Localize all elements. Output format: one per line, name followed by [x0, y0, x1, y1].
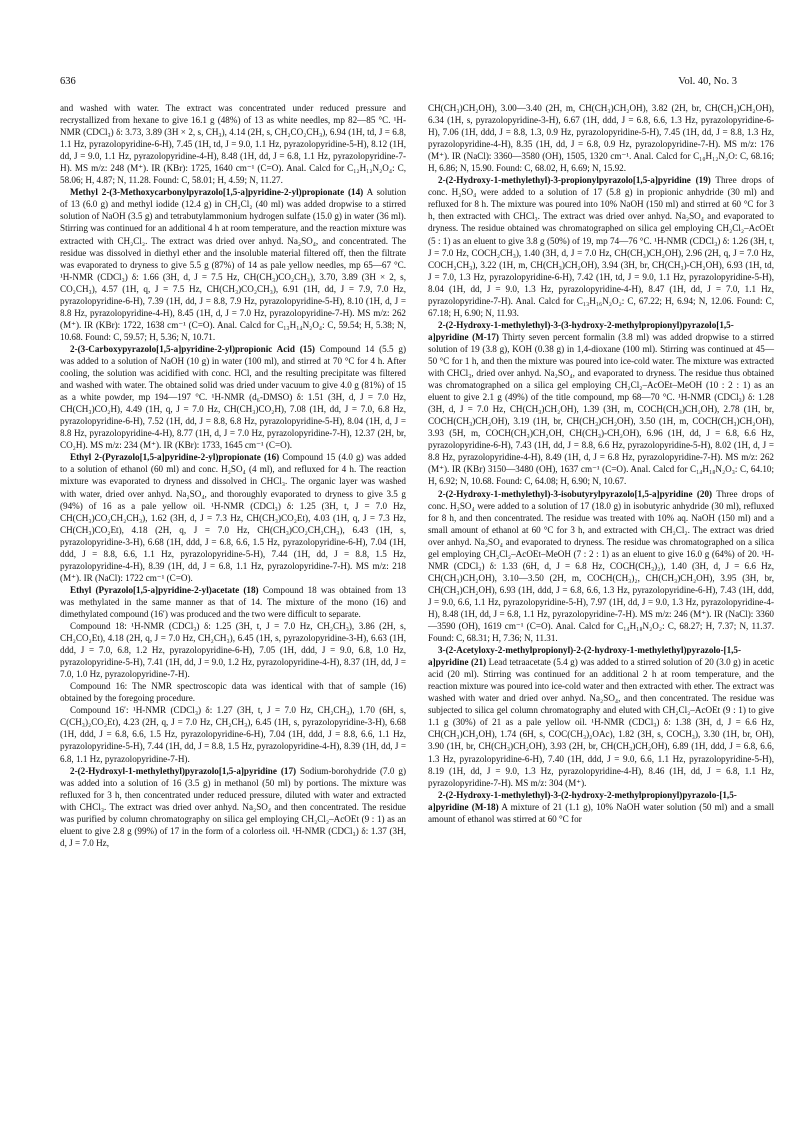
compound-heading: 2-(2-Hydroxy-1-methylethyl)-3-(3-hydroxy-2-methylpropionyl)pyrazolo[1,5-a]pyridine (M-17) — [428, 319, 734, 342]
paragraph-text: A solution of 13 (6.0 g) and methyl iodide (12.4 g) in CH₂Cl₂ (40 ml) was added dropwise to a stirred solution of NaOH (3.5 g) and tetrabutylammonium hydrogen sulfate (15.0 g) in water (36 ml). Stirring was continued for an additional 4 h at room temperature, and the reaction mixture was extracted with CH₂Cl₂. The extract was dried over anhyd. Na₂SO₄, and concentrated. The residue was dissolved in diethyl ether and the insoluble material filtered off, then the filtrate was evaporated to dryness to give 5.5 g (87%) of 14 as pale yellow needles, mp 65—67 °C. ¹H-NMR (CDCl₃) δ: 1.66 (3H, d, J = 7.5 Hz, CH(CH₃)CO₂CH₃), 3.70, 3.89 (3H × 2, s, CO₂CH₃), 4.57 (1H, q, J = 7.5 Hz, CH(CH₃)CO₂CH₃), 6.91 (1H, dd, J = 7.9, 7.0 Hz, pyrazolopyridine-6-H), 7.39 (1H, dd, J = 8.8, 7.9 Hz, pyrazolopyridine-5-H), 8.10 (1H, d, J = 8.8 Hz, pyrazolopyridine-4-H), 8.45 (1H, d, J = 7.0 Hz, pyrazolopyridine-7-H). MS m/z: 262 (M⁺). IR (KBr): 1722, 1638 cm⁻¹ (C=O). Anal. Calcd for C₁₃H₁₄N₂O₄: C, 59.54; H, 5.38; N, 10.68. Found: C, 59.57; H, 5.36; N, 10.71. — [60, 187, 407, 342]
paragraph — [428, 789, 774, 825]
paragraph — [60, 680, 406, 704]
paragraph — [60, 343, 406, 451]
compound-heading: 2-(3-Carboxypyrazolo[1,5-a]pyridine-2-yl)propionic Acid (15) — [70, 343, 315, 354]
compound-heading: 3-(2-Acetyloxy-2-methylpropionyl)-2-(2-hydroxy-1-methylethyl)pyrazolo-[1,5-a]pyridine (21) — [428, 645, 742, 668]
volume-issue: Vol. 40, No. 3 — [678, 76, 737, 87]
paragraph — [60, 620, 406, 680]
right-column — [428, 102, 774, 825]
paragraph-text: A mixture of 21 (1.1 g), 10% NaOH water solution (50 ml) and a small amount of ethanol was stirred at 60 °C for — [428, 801, 774, 824]
paragraph — [428, 102, 774, 174]
paragraph — [60, 584, 406, 620]
paragraph — [60, 765, 406, 849]
paragraph — [428, 174, 774, 319]
compound-heading: 2-(2-Hydroxy-1-methylethyl)-3-(2-hydroxy-2-methylpropionyl)pyrazolo-[1,5-a]pyridine (M-18) — [428, 789, 737, 812]
paragraph — [428, 319, 774, 488]
paragraph-text: Sodium-borohydride (7.0 g) was added into a solution of 16 (3.5 g) in methanol (50 ml) by portions. The mixture was refluxed for 3 h, then concentrated under reduced pressure, diluted with water and extracted with CHCl₃. The extract was dried over anhyd. Na₂SO₄ and then concentrated. The residue was purified by column chromatography on silica gel employing CH₂Cl₂–AcOEt (9 : 1) as an eluent to give 2.8 g (99%) of 17 in the form of a colorless oil. ¹H-NMR (CDCl₃) δ: 1.37 (3H, d, J = 7.0 Hz, — [60, 765, 406, 848]
paragraph — [428, 488, 774, 645]
paragraph-text: Thirty seven percent formalin (3.8 ml) was added dropwise to a stirred solution of 19 (3.8 g), KOH (0.38 g) in 1,4-dioxane (100 ml). Stirring was continued at 45—50 °C for 1 h, and then the mixture was poured into ice-cold water. The mixture was extracted with CHCl₃, dried over anhyd. Na₂SO₄, and evaporated to dryness. The residue thus obtained was chromatographed on a silica gel employing CH₂Cl₂–AcOEt–MeOH (10 : 2 : 1) as an eluent to give 2.1 g (49%) of the title compound, mp 68—70 °C. ¹H-NMR (CDCl₃) δ: 1.28 (3H, d, J = 7.0 Hz, CH(CH₃)CH₂OH), 1.39 (3H, m, COCH(CH₃)CH₂OH), 2.78 (1H, br, COCH(CH₃)CH₂OH), 3.19 (1H, br, CH(CH₃)CH₂OH), 3.50 (1H, m, COCH(CH₃)CH₂OH), 3.93 (5H, m, COCH(CH₃)CH₂OH, CH(CH₃)-CH₂OH), 6.96 (1H, dd, J = 6.8, 6.6 Hz, pyrazolopyridine-6-H), 7.43 (1H, dd, J = 8.8, 6.6 Hz, pyrazolopyridine-5-H), 8.02 (1H, d, J = 8.8 Hz, pyrazolopyridine-4-H), 8.49 (1H, d, J = 6.8 Hz, pyrazolopyridine-7-H). MS m/z: 262 (M⁺). IR (KBr) 3150—3480 (OH), 1637 cm⁻¹ (C=O). Anal. Calcd for C₁₄H₁₈N₂O₃: C, 64.10; H, 6.92; N, 10.68. Found: C, 64.08; H, 6.90; N, 10.67. — [428, 331, 774, 487]
compound-heading: Ethyl 2-(Pyrazolo[1,5-a]pyridine-2-yl)propionate (16) — [70, 452, 280, 463]
paragraph — [60, 102, 406, 186]
paragraph-text: Three drops of conc. H₂SO₄ were added to a solution of 17 (5.8 g) in propionic anhydride (30 ml) and refluxed for 8 h. The mixture was poured into 10% NaOH (150 ml) and stirred at 60 °C for 3 h, then extracted with CHCl₃. The extract was dried over anhyd. Na₂SO₄ and evaporated to dryness. The residue obtained was chromatographed on silica gel employing CH₂Cl₂–AcOEt (5 : 1) as an eluent to give 3.8 g (50%) of 19, mp 74—76 °C. ¹H-NMR (CDCl₃) δ: 1.26 (3H, t, J = 7.0 Hz, COCH₂CH₃), 1.40 (3H, d, J = 7.0 Hz, CH(CH₃)CH₂OH), 2.96 (2H, q, J = 7.0 Hz, COCH₂CH₃), 3.22 (1H, m, CH(CH₃)CH₂OH), 3.94 (3H, br, CH(CH₃)-CH₂OH), 6.93 (1H, td, J = 7.0, 1.3 Hz, pyrazolopyridine-6-H), 7.42 (1H, td, J = 9.0, 1.1 Hz, pyrazolopyridine-5-H), 8.04 (1H, dd, J = 9.0, 1.3 Hz, pyrazolopyridine-4-H), 8.47 (1H, dd, J = 7.0, 1.1 Hz, pyrazolopyridine-7-H). Anal. Calcd for C₁₃H₁₆N₂O₂: C, 67.22; H, 6.94; N, 12.06. Found: C, 67.18; H, 6.90; N, 11.93. — [428, 175, 774, 318]
paragraph-text: Three drops of conc. H₂SO₄ were added to a solution of 17 (18.0 g) in isobutyric anhydride (30 ml), refluxed for 8 h, and then concentrated. The residue was treated with 10% aq. NaOH (150 ml) and a small amount of ethanol at 60 °C for 3 h, and extracted with CH₂Cl₂. The extract was dried over anhyd. Na₂SO₄ and evaporated to dryness. The residue was chromatographed on a silica gel employing CH₂Cl₂–AcOEt–MeOH (7 : 2 : 1) as an eluent to give 16.0 g (64%) of 20. ¹H-NMR (CDCl₃) δ: 1.33 (6H, d, J = 6.8 Hz, COCH(CH₃)₂), 1.40 (3H, d, J = 6.6 Hz, CH(CH₃)CH₂OH), 3.10—3.50 (2H, m, COCH(CH₃)₂, CH(CH₃)CH₂OH), 3.95 (3H, br, CH(CH₃)CH₂OH), 6.93 (1H, ddd, J = 6.8, 6.6, 1.3 Hz, pyrazolopyridine-6-H), 7.43 (1H, ddd, J = 9.0, 6.6, 1.1 Hz, pyrazolopyridine-5-H), 7.97 (1H, dd, J = 9.0, 1.3 Hz, pyrazolopyridine-4-H), 8.48 (1H, dd, J = 6.8, 1.1 Hz, pyrazolopyridine-7-H). MS m/z: 246 (M⁺). IR (NaCl): 3360—3590 (OH), 1619 cm⁻¹ (C=O). Anal. Calcd for C₁₄H₁₈N₂O₂: C, 68.27; H, 7.37; N, 11.37. Found: C, 68.31; H, 7.36; N, 11.31. — [428, 488, 774, 644]
paragraph-text: Compound 18 was obtained from 13 was methylated in the same manner as that of 14. The mixture of the mono (16) and dimethylated compound (16′) was produced and the two were difficult to separate. — [60, 584, 407, 619]
compound-heading: Ethyl (Pyrazolo[1,5-a]pyridine-2-yl)acetate (18) — [70, 584, 259, 595]
paragraph-text: Lead tetraacetate (5.4 g) was added to a stirred solution of 20 (3.0 g) in acetic acid (20 ml). Stirring was continued for an additional 2 h at room temperature, and the reaction mixture was poured into ice-cold water and then extracted with ether. The extract was washed with water and dried over anhyd. Na₂SO₄, and then concentrated. The residue was subjected to silica gel column chromatography and eluted with CH₂Cl₂–AcOEt (9 : 1) to give 1.1 g (30%) of 21 as a pale yellow oil. ¹H-NMR (CDCl₃) δ: 1.38 (3H, d, J = 6.6 Hz, CH(CH₃)CH₂OH), 1.74 (6H, s, COC(CH₃)₂OAc), 1.82 (3H, s, COCH₃), 3.30 (1H, br, OH), 3.90 (1H, br, CH(CH₃)CH₂OH), 3.93 (2H, br, CH(CH₃)CH₂OH), 6.89 (1H, ddd, J = 6.8, 6.6, 1.3 Hz, pyrazolopyridine-6-H), 7.40 (1H, ddd, J = 9.0, 6.6, 1.1 Hz, pyrazolopyridine-5-H), 8.19 (1H, dd, J = 9.0, 1.3 Hz, pyrazolopyridine-4-H), 8.46 (1H, dd, J = 6.8, 1.1 Hz, pyrazolopyridine-7-H). MS m/z: 304 (M⁺). — [428, 657, 774, 788]
page-number: 636 — [60, 76, 76, 87]
compound-heading: 2-(2-Hydroxy-1-methylethyl)-3-isobutyrylpyrazolo[1,5-a]pyridine (20) — [438, 488, 713, 499]
page-header — [48, 76, 745, 90]
paragraph-text: Compound 16′: ¹H-NMR (CDCl₃) δ: 1.27 (3H, t, J = 7.0 Hz, CH₂CH₃), 1.70 (6H, s, C(CH₃)₂CO₂Et), 4.23 (2H, q, J = 7.0 Hz, CH₂CH₃), 6.45 (1H, s, pyrazolopyridine-3-H), 6.68 (1H, ddd, J = 6.8, 6.6, 1.5 Hz, pyrazolopyridine-6-H), 7.04 (1H, ddd, J = 8.8, 6.6, 1.1 Hz, pyrazolopyridine-5-H), 7.44 (1H, dd, J = 8.8, 1.5 Hz, pyrazolopyridine-4-H), 8.39 (1H, dd, J = 6.8, 1.1 Hz, pyrazolopyridine-7-H). — [60, 705, 406, 764]
paragraph-text: Compound 15 (4.0 g) was added to a solution of ethanol (60 ml) and conc. H₂SO₄ (4 ml), and refluxed for 4 h. The reaction mixture was evaporated to dryness and dissolved in CHCl₃. The organic layer was washed with water, dried over anhyd. Na₂SO₄, and thoroughly evaporated to dryness to give 3.5 g (94%) of 16 as a pale yellow oil. ¹H-NMR (CDCl₃) δ: 1.25 (3H, t, J = 7.0 Hz, CH(CH₃)CO₂CH₂CH₃), 1.62 (3H, d, J = 7.3 Hz, CH(CH₃)CO₂Et), 4.03 (1H, q, J = 7.3 Hz, CH(CH₃)CO₂Et), 4.18 (2H, q, J = 7.0 Hz, CH(CH₃)CO₂CH₂CH₃), 6.43 (1H, s, pyrazolopyridine-3-H), 6.68 (1H, ddd, J = 6.8, 6.6, 1.5 Hz, pyrazolopyridine-6-H), 7.04 (1H, ddd, J = 8.8, 6.6, 1.1 Hz, pyrazolopyridine-5-H), 7.44 (1H, dd, J = 8.8, 1.5 Hz, pyrazolopyridine-4-H), 8.39 (1H, dd, J = 6.8, 1.1 Hz, pyrazolopyridine-7-H). MS m/z: 218 (M⁺). IR (NaCl): 1722 cm⁻¹ (C=O). — [60, 452, 406, 583]
paragraph-text: Compound 14 (5.5 g) was added to a solution of NaOH (10 g) in water (100 ml), and stirred at 70 °C for 4 h. After cooling, the solution was acidified with conc. HCl, and the resulting precipitate was filtered and washed with water. The obtained solid was dried under vacuum to give 4.0 g (81%) of 15 as a white powder, mp 194—197 °C. ¹H-NMR (d₆-DMSO) δ: 1.51 (3H, d, J = 7.0 Hz, CH(CH₃)CO₂H), 4.49 (1H, q, J = 7.0 Hz, CH(CH₃)CO₂H), 7.08 (1H, dd, J = 7.0, 6.8 Hz, pyrazolopyridine-6-H), 7.52 (1H, dd, J = 8.8, 6.8 Hz, pyrazolopyridine-5-H), 8.04 (1H, d, J = 8.8 Hz, pyrazolopyridine-4-H), 8.77 (1H, d, J = 7.0 Hz, pyrazolopyridine-7-H), 12.37 (2H, br, CO₂H). MS m/z: 234 (M⁺). IR (KBr): 1733, 1645 cm⁻¹ (C=O). — [60, 343, 406, 451]
paragraph — [428, 644, 774, 789]
paragraph — [60, 186, 406, 343]
paragraph — [60, 704, 406, 764]
paragraph-text: and washed with water. The extract was concentrated under reduced pressure and recrystallized from hexane to give 16.1 g (48%) of 13 as white needles, mp 82—85 °C. ¹H-NMR (CDCl₃) δ: 3.73, 3.89 (3H × 2, s, CH₃), 4.14 (2H, s, CH₂CO₂CH₃), 6.94 (1H, td, J = 6.8, 1.1 Hz, pyrazolopyridine-6-H), 7.45 (1H, td, J = 9.0, 1.1 Hz, pyrazolopyridine-5-H), 8.12 (1H, dd, J = 9.0, 1.1 Hz, pyrazolopyridine-4-H), 8.48 (1H, dd, J = 6.8, 1.1 Hz, pyrazolopyridine-7-H). MS m/z: 248 (M⁺). IR (KBr): 1725, 1640 cm⁻¹ (C=O). Anal. Calcd for C₁₂H₁₂N₂O₄: C, 58.06; H, 4.87; N, 11.28. Found: C, 58.01; H, 4.59; N, 11.27. — [60, 103, 406, 186]
paragraph-text: CH(CH₃)CH₂OH), 3.00—3.40 (2H, m, CH(CH₃)CH₂OH), 3.82 (2H, br, CH(CH₃)CH₂OH), 6.34 (1H, s, pyrazolopyridine-3-H), 6.67 (1H, ddd, J = 6.8, 6.6, 1.3 Hz, pyrazolopyridine-6-H), 7.06 (1H, ddd, J = 8.8, 1.3, 0.9 Hz, pyrazolopyridine-5-H), 7.45 (1H, dd, J = 8.8, 1.3 Hz, pyrazolopyridine-4-H), 8.35 (1H, dd, J = 6.8, 0.9 Hz, pyrazolopyridine-7-H). MS m/z: 176 (M⁺). IR (NaCl): 3360—3580 (OH), 1505, 1320 cm⁻¹. Anal. Calcd for C₁₀H₁₂N₂O: C, 68.16; H, 6.86; N, 15.90. Found: C, 68.02, H, 6.69; N, 15.92. — [428, 103, 774, 174]
paragraph-text: Compound 18: ¹H-NMR (CDCl₃) δ: 1.25 (3H, t, J = 7.0 Hz, CH₂CH₃), 3.86 (2H, s, CH₂CO₂Et), 4.18 (2H, q, J = 7.0 Hz, CH₂CH₃), 6.45 (1H, s, pyrazolopyridine-3-H), 6.63 (1H, ddd, J = 7.0, 6.8, 1.2 Hz, pyrazolopyridine-6-H), 7.05 (1H, ddd, J = 9.0, 6.8, 1.0 Hz, pyrazolopyridine-5-H), 7.41 (1H, dd, J = 9.0, 1.2 Hz, pyrazolopyridine-4-H), 8.37 (1H, dd, J = 7.0, 1.0 Hz, pyrazolopyridine-7-H). — [60, 621, 406, 680]
compound-heading: Methyl 2-(3-Methoxycarbonylpyrazolo[1,5-a]pyridine-2-yl)propionate (14) — [70, 187, 364, 198]
compound-heading: 2-(2-Hydroxyl-1-methylethyl)pyrazolo[1,5-a]pyridine (17) — [70, 765, 297, 776]
compound-heading: 2-(2-Hydroxy-1-methylethyl)-3-propionylpyrazolo[1,5-a]pyridine (19) — [438, 175, 711, 186]
paragraph — [60, 451, 406, 584]
left-column — [60, 102, 406, 849]
paragraph-text: Compound 16: The NMR spectroscopic data was identical with that of sample (16) obtained by the foregoing procedure. — [60, 681, 406, 704]
